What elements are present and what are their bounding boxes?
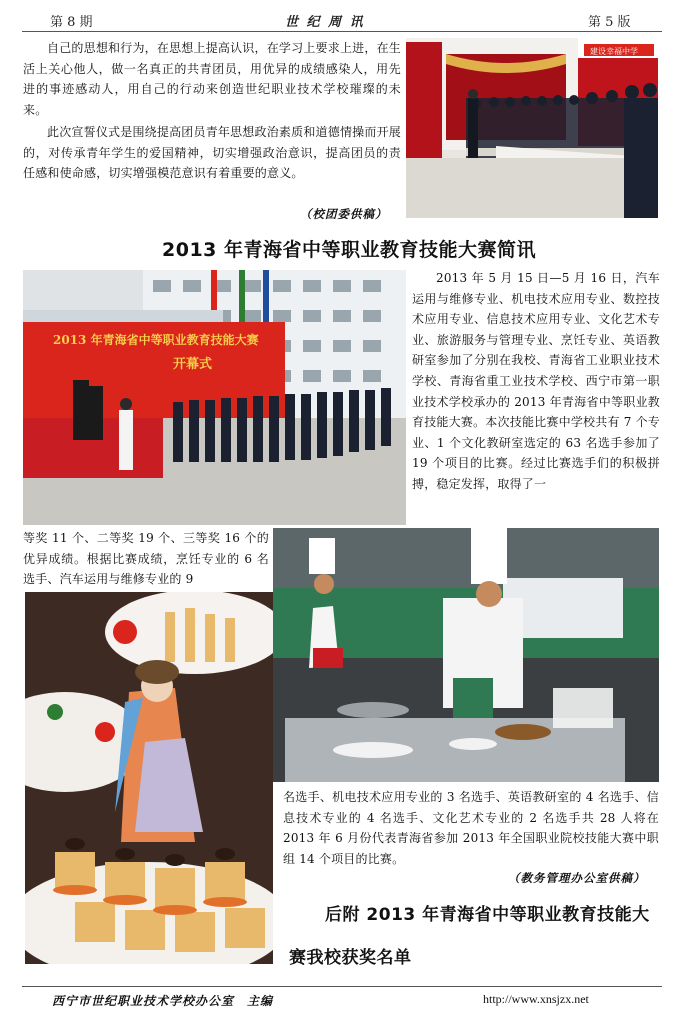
oath-paragraph-2: 此次宣誓仪式是围绕提高团员青年思想政治素质和道德情操而开展的，对传承青年学生的爱国精神，切实增强政治意识，提高团员的责任感和使命感，切实增强模范意识有着重要的意义。: [23, 125, 401, 180]
oath-credit: （校团委供稿）: [300, 207, 388, 221]
appendix-line-1: 后附 2013 年青海省中等职业教育技能大: [325, 905, 650, 925]
paper-name: 世 纪 周 讯: [285, 15, 365, 30]
contest-paragraph-right: 2013 年 5 月 15 日—5 月 16 日，汽车运用与维修专业、机电技术应用专业、数控技术应用专业、信息技术应用专业、文化艺术专业、旅游服务与管理专业、烹饪专业、英语教研室参加了分别在我校、青海省工业职业技术学校、青海省重工业技术学校、西宁市第一职业技术学校承办的 2013 年青海省中等职业教育技能大赛。本次技能比赛中学校共有 7 个专业、1 个文化教研室选定的 63 名选手参加了 19 个项目的比赛。经过比赛选手们的积极拼搏，稳定发挥，取得了一: [412, 271, 660, 491]
appendix-line-2: 赛我校获奖名单: [289, 948, 412, 968]
opening-ceremony-photo: [23, 270, 406, 525]
culinary-art-photo: [25, 592, 273, 964]
opening-banner-subtitle: 开幕式: [173, 357, 213, 372]
issue-number: 第 8 期: [50, 15, 93, 30]
footer-editor: 西宁市世纪职业技术学校办公室 主编: [52, 994, 274, 1008]
page-number: 第 5 版: [588, 15, 631, 30]
contest-paragraph-bottom: 名选手、机电技术应用专业的 3 名选手、英语教研室的 4 名选手、信息技术专业的 4 名选手、文化艺术专业的 2 名选手共 28 人将在 2013 年 6 月份代表青海省参加 2013 年全国职业院校技能大赛中职组 14 个项目的比赛。: [283, 790, 659, 866]
oath-text-block: [23, 38, 401, 184]
oath-paragraph-1: 自己的思想和行为，在思想上提高认识，在学习上要求上进，在生活上关心他人，做一名真正的共青团员，用优异的成绩感染人，用先进的事迹感动人，用自己的行动来创造世纪职业技术学校璀璨的未来。: [23, 41, 401, 117]
oath-ceremony-photo: [406, 38, 658, 218]
footer-url: http://www.xnsjzx.net: [483, 992, 589, 1006]
contest-paragraph-left: 等奖 11 个、二等奖 19 个、三等奖 16 个的优异成绩。根据比赛成绩，烹饪专业的 6 名选手、汽车运用与维修专业的 9: [23, 531, 269, 587]
chef-competition-photo: [273, 528, 659, 782]
hall-banner-text: 建设幸福中学: [590, 47, 638, 56]
opening-banner-title: 2013 年青海省中等职业教育技能大赛: [53, 333, 259, 347]
article-title: 2013 年青海省中等职业教育技能大赛简讯: [162, 239, 536, 261]
contest-credit: （教务管理办公室供稿）: [508, 871, 646, 885]
header-rule: [22, 31, 662, 32]
footer-rule: [22, 986, 662, 987]
